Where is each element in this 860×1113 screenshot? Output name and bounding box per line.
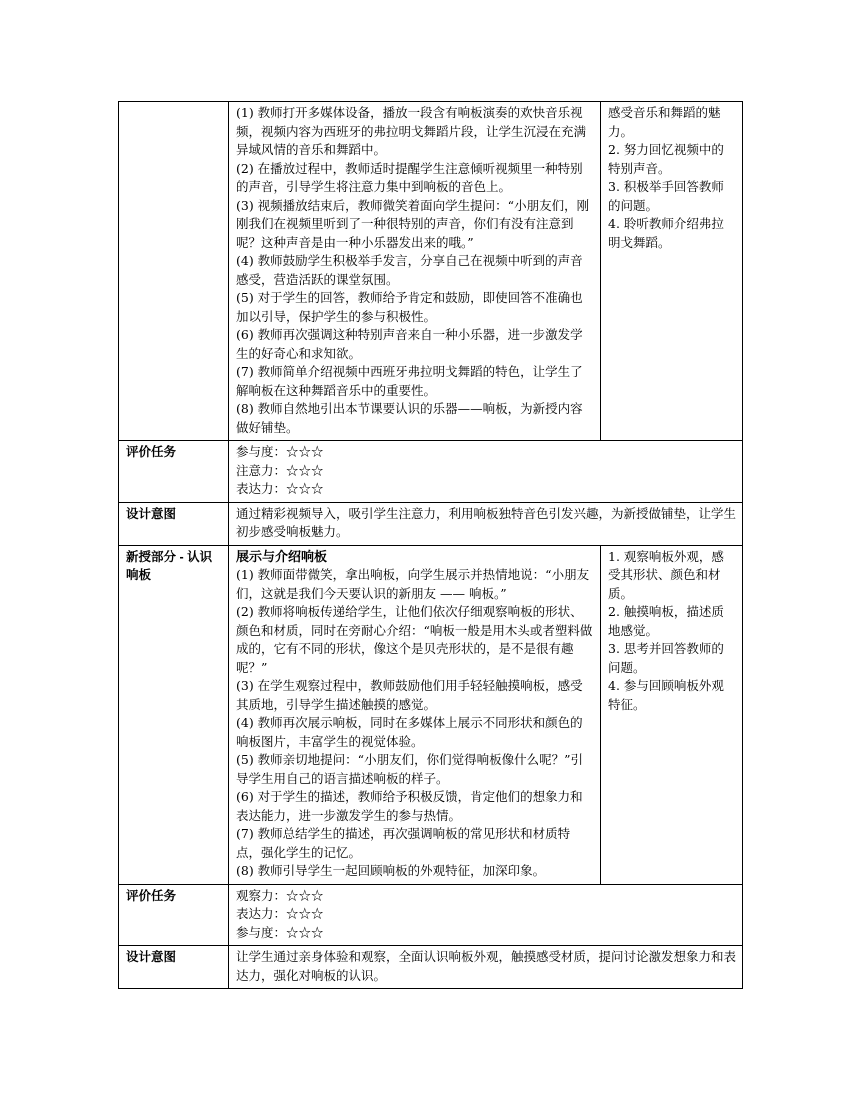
- list-item: (5) 对于学生的回答，教师给予肯定和鼓励，即使回答不准确也加以引导，保护学生的参与积极性。: [236, 290, 583, 324]
- list-item: (4) 教师再次展示响板，同时在多媒体上展示不同形状和颜色的响板图片，丰富学生的视觉体验。: [236, 715, 583, 749]
- list-item: (3) 视频播放结束后，教师微笑着面向学生提问：“小朋友们，刚刚我们在视频里听到了一种很特别的声音，你们有没有注意到呢？这种声音是由一种小乐器发出来的哦。”: [236, 197, 590, 250]
- intent-text: 让学生通过亲身体验和观察，全面认识响板外观，触摸感受材质，提问讨论激发想象力和表达力，强化对响板的认识。: [229, 946, 743, 989]
- intent-row-2: [119, 946, 743, 989]
- rating-item: 注意力：☆☆☆: [236, 462, 324, 478]
- list-item: (2) 教师将响板传递给学生，让他们依次仔细观察响板的形状、颜色和材质，同时在旁耐心介绍：“响板一般是用木头或者塑料做成的，它有不同的形状，像这个是贝壳形状的，是不是很有趣呢？”: [236, 604, 593, 675]
- rating-item: 表达力：☆☆☆: [236, 481, 324, 496]
- list-item: 2. 触摸响板，描述质地感觉。: [608, 604, 724, 638]
- list-item: 3. 积极举手回答教师的问题。: [608, 179, 724, 213]
- intro-student-activities: [601, 102, 743, 441]
- intent-label: 设计意图: [119, 502, 229, 545]
- list-item: (5) 教师亲切地提问：“小朋友们，你们觉得响板像什么呢？”引导学生用自己的语言描述响板的样子。: [236, 752, 583, 786]
- list-item: 感受音乐和舞蹈的魅力。: [608, 105, 721, 139]
- eval-label: 评价任务: [119, 441, 229, 503]
- new-teacher-activities: [229, 545, 601, 884]
- list-item: 3. 思考并回答教师的问题。: [608, 641, 724, 675]
- intro-row: [119, 102, 743, 441]
- eval-row-2: [119, 884, 743, 946]
- eval-items: [229, 884, 743, 946]
- list-item: (1) 教师面带微笑，拿出响板，向学生展示并热情地说：“小朋友们，这就是我们今天要认识的新朋友 —— 响板。”: [236, 567, 590, 601]
- new-content-row: [119, 545, 743, 884]
- new-student-activities: [601, 545, 743, 884]
- list-item: (6) 教师再次强调这种特别声音来自一种小乐器，进一步激发学生的好奇心和求知欲。: [236, 327, 583, 361]
- list-item: 4. 参与回顾响板外观特征。: [608, 678, 724, 712]
- rating-item: 参与度：☆☆☆: [236, 444, 324, 459]
- list-item: (8) 教师引导学生一起回顾响板的外观特征，加深印象。: [236, 863, 546, 878]
- intro-teacher-activities: [229, 102, 601, 441]
- eval-label: 评价任务: [119, 884, 229, 946]
- list-item: 1. 观察响板外观，感受其形状、颜色和材质。: [608, 548, 724, 601]
- list-item: (8) 教师自然地引出本节课要认识的乐器——响板，为新授内容做好铺垫。: [236, 401, 583, 435]
- list-item: (4) 教师鼓励学生积极举手发言，分享自己在视频中听到的声音感受，营造活跃的课堂氛围。: [236, 253, 583, 287]
- section-heading: 展示与介绍响板: [236, 548, 328, 564]
- list-item: (2) 在播放过程中，教师适时提醒学生注意倾听视频里一种特别的声音，引导学生将注意力集中到响板的音色上。: [236, 160, 583, 194]
- intent-text: 通过精彩视频导入，吸引学生注意力，利用响板独特音色引发兴趣，为新授做铺垫，让学生初步感受响板魅力。: [229, 502, 743, 545]
- intent-label: 设计意图: [119, 946, 229, 989]
- rating-item: 表达力：☆☆☆: [236, 906, 324, 921]
- list-item: (1) 教师打开多媒体设备，播放一段含有响板演奏的欢快音乐视频，视频内容为西班牙的弗拉明戈舞蹈片段，让学生沉浸在充满异域风情的音乐和舞蹈中。: [236, 105, 587, 157]
- list-item: 4. 聆听教师介绍弗拉明戈舞蹈。: [608, 216, 724, 250]
- new-content-label: 新授部分 - 认识响板: [119, 545, 229, 884]
- lesson-plan-table: [118, 101, 743, 989]
- list-item: (7) 教师总结学生的描述，再次强调响板的常见形状和材质特点，强化学生的记忆。: [236, 826, 571, 860]
- list-item: (3) 在学生观察过程中，教师鼓励他们用手轻轻触摸响板，感受其质地，引导学生描述触摸的感觉。: [236, 678, 583, 712]
- rating-item: 参与度：☆☆☆: [236, 924, 324, 940]
- list-item: (7) 教师简单介绍视频中西班牙弗拉明戈舞蹈的特色，让学生了解响板在这种舞蹈音乐中的重要性。: [236, 364, 583, 398]
- list-item: (6) 对于学生的描述，教师给予积极反馈，肯定他们的想象力和表达能力，进一步激发学生的参与热情。: [236, 789, 583, 823]
- list-item: 2. 努力回忆视频中的特别声音。: [608, 142, 724, 176]
- intro-label: [119, 102, 229, 441]
- intent-row-1: [119, 502, 743, 545]
- eval-row-1: [119, 441, 743, 503]
- rating-item: 观察力：☆☆☆: [236, 887, 324, 903]
- eval-items: [229, 441, 743, 503]
